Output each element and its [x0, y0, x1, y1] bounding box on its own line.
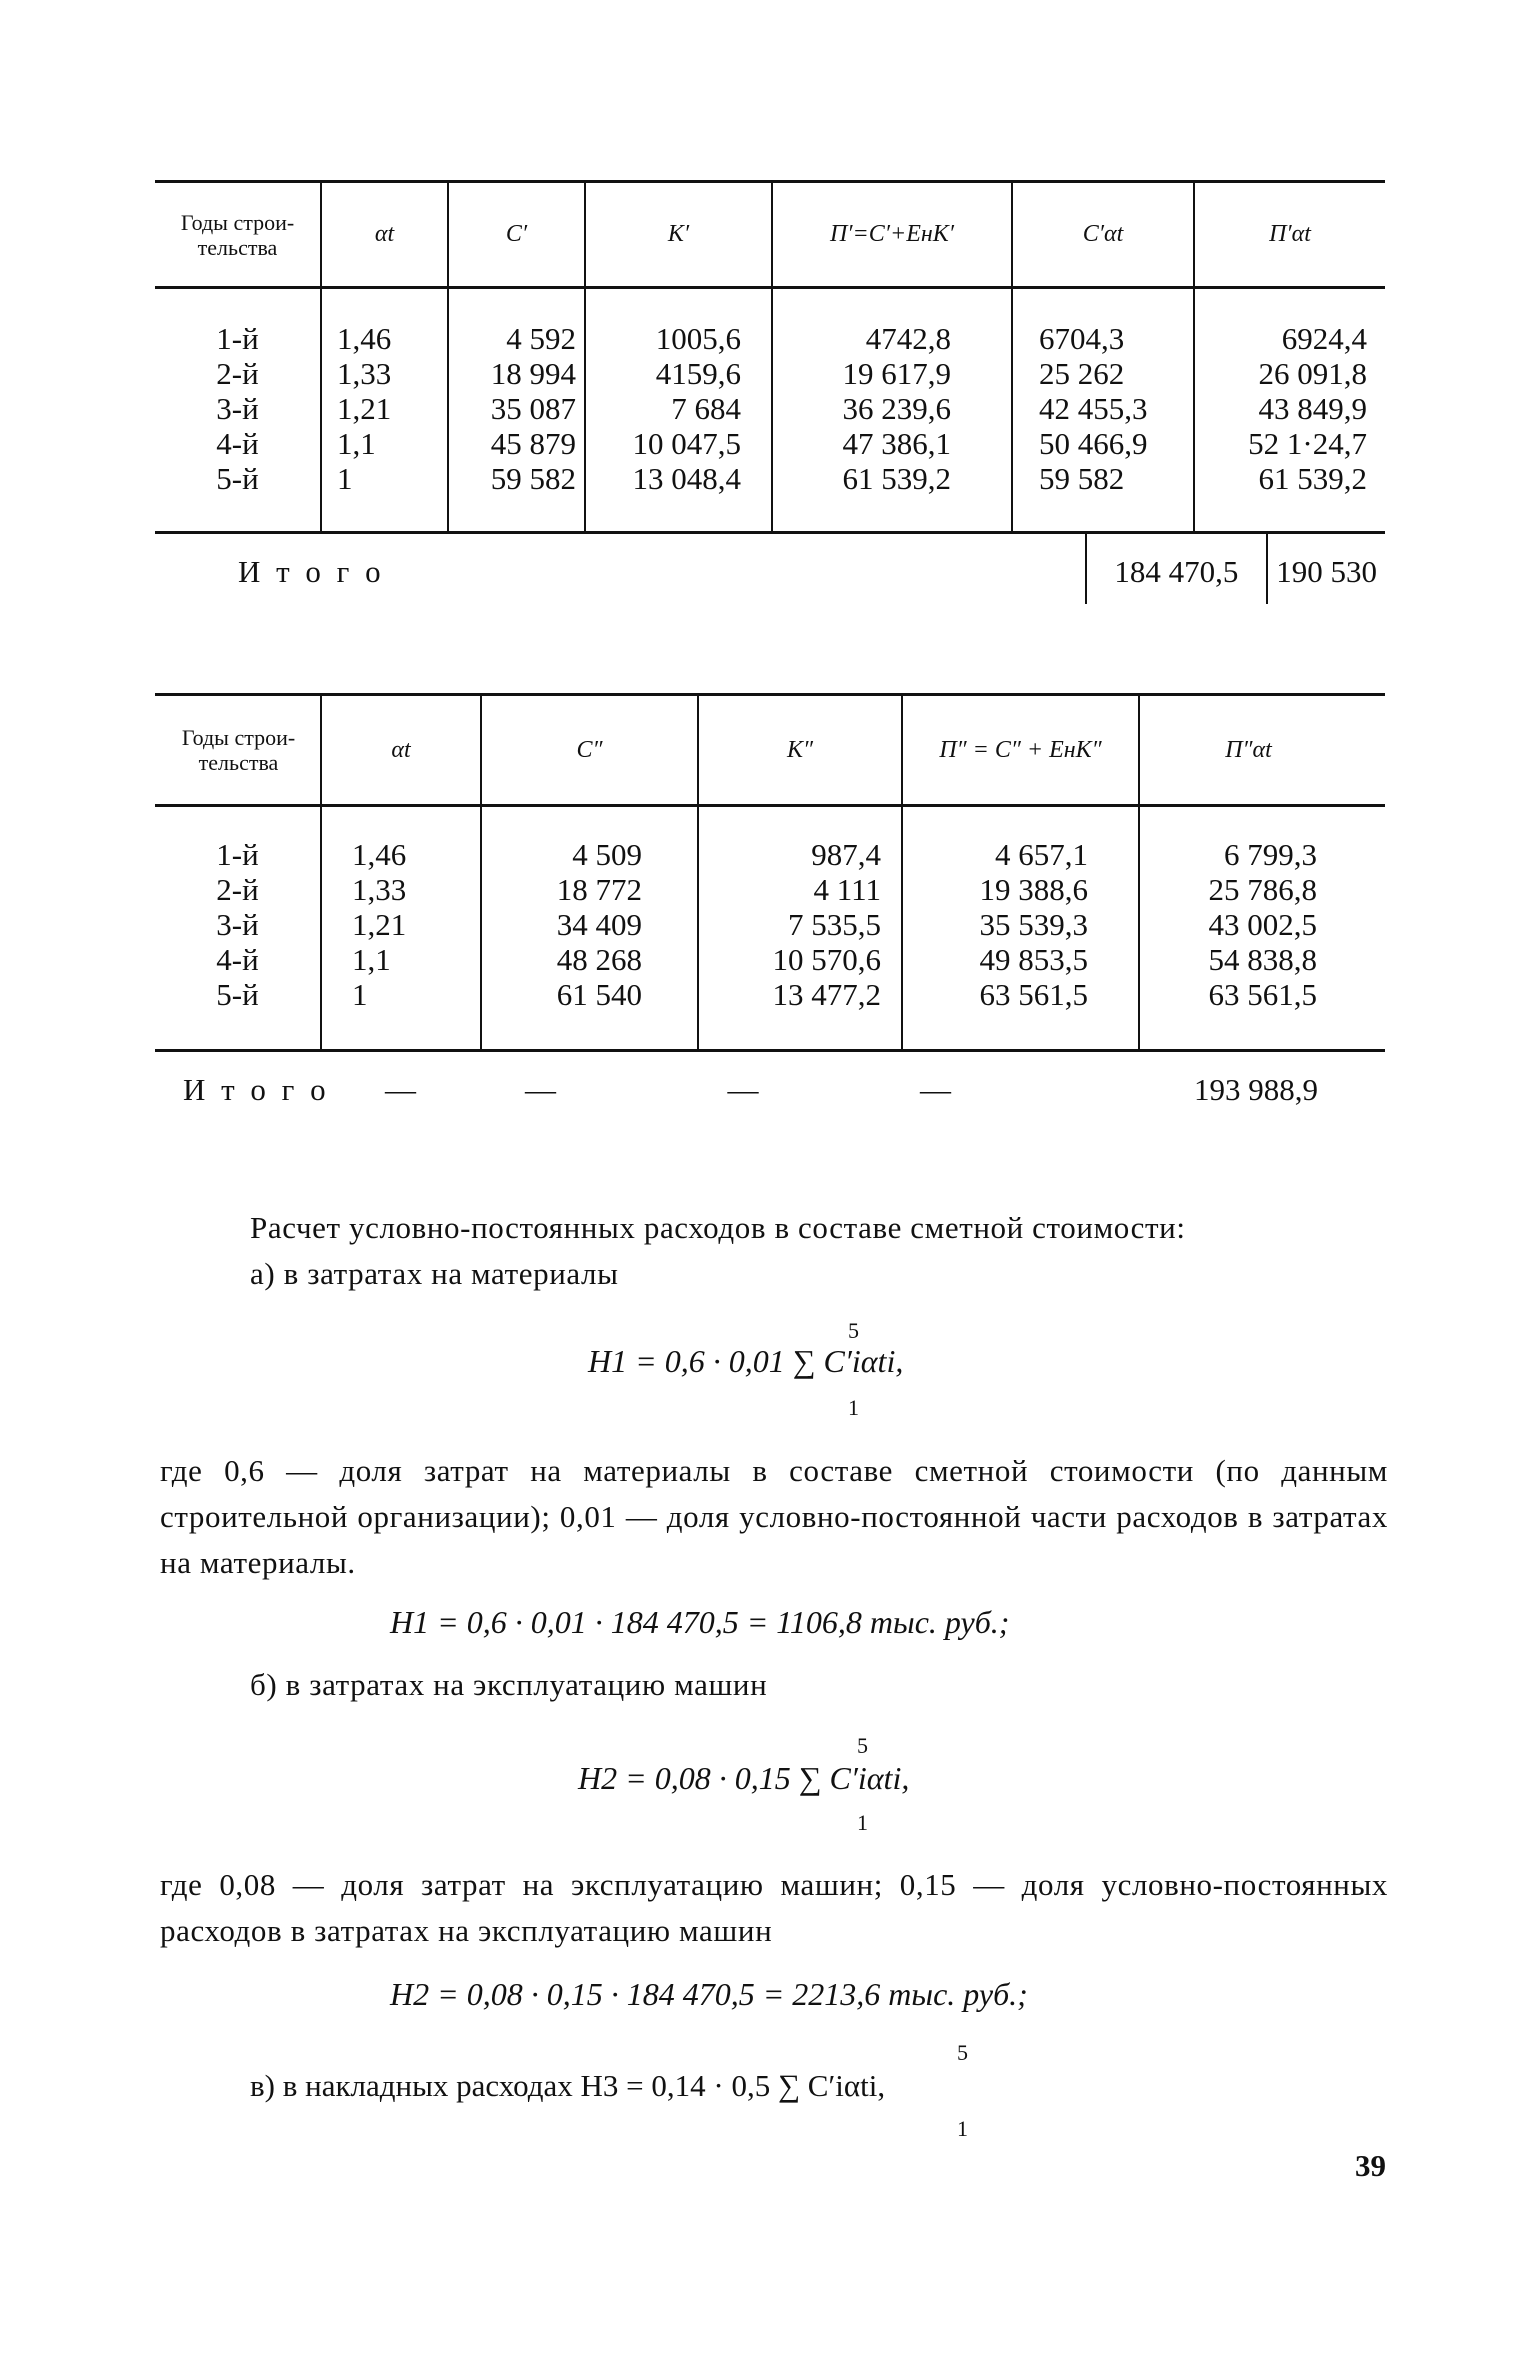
page-number: 39: [1355, 2148, 1386, 2183]
cell-year: 2-й: [216, 872, 259, 907]
intro-text: Расчет условно-постоянных расходов в составе сметной стоимости:: [250, 1210, 1186, 1245]
cell-p: 36 239,6: [842, 391, 951, 426]
calc-h2-text: H2 = 0,08 · 0,15 · 184 470,5 = 2213,6 тыс. руб.;: [390, 1976, 1028, 2012]
total-label: И т о г о: [238, 554, 385, 589]
cell-c: 48 268: [556, 942, 642, 977]
cell-pa: 63 561,5: [1208, 977, 1317, 1012]
pa-column: [1138, 807, 1357, 1049]
cell-c: 34 409: [556, 907, 642, 942]
cell-k: 4159,6: [655, 356, 741, 391]
cell-year: 4-й: [216, 942, 259, 977]
header-alpha: αt: [320, 696, 480, 804]
cell-ca: 50 466,9: [1039, 426, 1148, 461]
header-c: C′: [447, 183, 584, 286]
cell-pa: 43 002,5: [1208, 907, 1317, 942]
header-pa: П′αt: [1193, 183, 1385, 286]
total-label: И т о г о: [183, 1072, 330, 1107]
header-ca: C′αt: [1011, 183, 1193, 286]
p-column: [901, 807, 1138, 1049]
item-c-text: в) в накладных расходах H3 = 0,14 · 0,5 ∑ C′iαti,: [250, 2068, 886, 2103]
cell-alpha: 1,1: [337, 426, 376, 461]
cell-k: 10 047,5: [632, 426, 741, 461]
cell-c: 35 087: [490, 391, 576, 426]
cell-pa: 25 786,8: [1208, 872, 1317, 907]
cell-p: 49 853,5: [979, 942, 1088, 977]
pa-column: [1193, 289, 1385, 531]
header-k: K″: [697, 696, 901, 804]
cell-k: 10 570,6: [772, 942, 881, 977]
cell-year: 1-й: [216, 837, 259, 872]
cell-c: 4 592: [506, 321, 576, 356]
ca-column: [1011, 289, 1193, 531]
cell-year: 5-й: [216, 977, 259, 1012]
years-column: [155, 289, 320, 531]
cell-pa: 26 091,8: [1258, 356, 1367, 391]
sum-lower-3: 1: [957, 2116, 968, 2141]
header-k: K′: [584, 183, 771, 286]
table-1-body: [155, 289, 1385, 531]
calc-h2: [390, 1976, 1028, 2013]
cell-k: 4 111: [813, 872, 881, 907]
header-alpha: αt: [320, 183, 447, 286]
sum-upper-3: 5: [957, 2040, 968, 2065]
table-2-header: [155, 696, 1385, 807]
c-column: [447, 289, 584, 531]
header-c: C″: [480, 696, 697, 804]
alpha-column: [320, 807, 480, 1049]
header-years: Годы строи-тельства: [180, 209, 295, 260]
cell-p: 19 388,6: [979, 872, 1088, 907]
formula-h2: [578, 1760, 909, 1797]
cell-alpha: 1,46: [337, 321, 392, 356]
cell-c: 59 582: [490, 461, 576, 496]
cell-alpha: 1,33: [352, 872, 407, 907]
total-dash: —: [727, 1072, 759, 1107]
cell-year: 4-й: [216, 426, 259, 461]
cell-alpha: 1,21: [352, 907, 407, 942]
table-1: [155, 180, 1385, 604]
cell-alpha: 1,33: [337, 356, 392, 391]
header-p: П′=C′+EнK′: [771, 183, 1011, 286]
cell-c: 4 509: [572, 837, 642, 872]
cell-k: 7 684: [671, 391, 741, 426]
formula-h2-text: H2 = 0,08 · 0,15 ∑ C′iαti,: [578, 1760, 910, 1796]
cell-alpha: 1,46: [352, 837, 407, 872]
cell-p: 4 657,1: [995, 837, 1088, 872]
cell-pa: 61 539,2: [1258, 461, 1367, 496]
sum-lower-1: 1: [848, 1395, 859, 1420]
cell-p: 4742,8: [865, 321, 951, 356]
years-column: [155, 807, 320, 1049]
cell-c: 45 879: [490, 426, 576, 461]
cell-p: 35 539,3: [979, 907, 1088, 942]
table-1-total-row: [155, 531, 1385, 604]
formula-h1: [588, 1343, 903, 1380]
k-column: [584, 289, 771, 531]
total-ca: 184 470,5: [1085, 534, 1267, 604]
cell-ca: 25 262: [1039, 356, 1125, 391]
cell-ca: 6704,3: [1039, 321, 1125, 356]
cell-ca: 42 455,3: [1039, 391, 1148, 426]
c-column: [480, 807, 697, 1049]
cell-pa: 6 799,3: [1224, 837, 1317, 872]
cell-year: 1-й: [216, 321, 259, 356]
cell-p: 19 617,9: [842, 356, 951, 391]
total-dash: —: [385, 1072, 416, 1107]
table-2-body: [155, 807, 1385, 1049]
cell-p: 63 561,5: [979, 977, 1088, 1012]
cell-k: 1005,6: [655, 321, 741, 356]
cell-year: 3-й: [216, 391, 259, 426]
calc-h1-text: H1 = 0,6 · 0,01 · 184 470,5 = 1106,8 тыс. руб.;: [390, 1604, 1010, 1640]
cell-k: 13 048,4: [632, 461, 741, 496]
cell-c: 18 772: [556, 872, 642, 907]
cell-alpha: 1,1: [352, 942, 391, 977]
item-b: б) в затратах на эксплуатацию машин: [250, 1667, 768, 1702]
total-dash: —: [525, 1072, 556, 1107]
alpha-column: [320, 289, 447, 531]
total-pa: 193 988,9: [1194, 1072, 1318, 1107]
cell-alpha: 1: [337, 461, 353, 496]
cell-c: 18 994: [490, 356, 576, 391]
sum-lower-2: 1: [857, 1810, 868, 1835]
header-years: Годы строи-тельства: [181, 725, 296, 775]
total-dash: —: [920, 1072, 951, 1107]
cell-c: 61 540: [556, 977, 642, 1012]
cell-pa: 43 849,9: [1258, 391, 1367, 426]
k-column: [697, 807, 901, 1049]
table-2: [155, 693, 1385, 1142]
formula-h1-text: H1 = 0,6 · 0,01 ∑ C′iαti,: [588, 1343, 904, 1379]
cell-p: 47 386,1: [842, 426, 951, 461]
item-c: [250, 2068, 885, 2104]
cell-year: 5-й: [216, 461, 259, 496]
cell-alpha: 1,21: [337, 391, 392, 426]
calc-h1: [390, 1604, 1009, 1641]
where-2: где 0,08 — доля затрат на эксплуатацию машин; 0,15 — доля условно-постоянных расходов в затратах на эксплуатацию машин: [160, 1867, 1388, 1948]
cell-year: 3-й: [216, 907, 259, 942]
p-column: [771, 289, 1011, 531]
item-a: а) в затратах на материалы: [250, 1256, 619, 1291]
cell-ca: 59 582: [1039, 461, 1125, 496]
where-1: где 0,6 — доля затрат на материалы в составе сметной стоимости (по данным строительной организации); 0,01 — доля условно-постоянной части расходов в затратах на материалы.: [160, 1453, 1388, 1580]
sum-upper-2: 5: [857, 1733, 868, 1758]
cell-year: 2-й: [216, 356, 259, 391]
cell-p: 61 539,2: [842, 461, 951, 496]
cell-alpha: 1: [352, 977, 368, 1012]
cell-pa: 6924,4: [1281, 321, 1367, 356]
total-pa: 190 530: [1266, 534, 1385, 604]
cell-k: 7 535,5: [788, 907, 881, 942]
table-1-header: [155, 183, 1385, 289]
cell-k: 987,4: [811, 837, 881, 872]
header-pa: П″αt: [1138, 696, 1357, 804]
cell-pa: 54 838,8: [1208, 942, 1317, 977]
cell-pa: 52 1·24,7: [1248, 426, 1367, 461]
table-2-total-row: [155, 1049, 1385, 1142]
header-p: П″ = C″ + EнK″: [901, 696, 1138, 804]
cell-k: 13 477,2: [772, 977, 881, 1012]
sum-upper-1: 5: [848, 1318, 859, 1343]
